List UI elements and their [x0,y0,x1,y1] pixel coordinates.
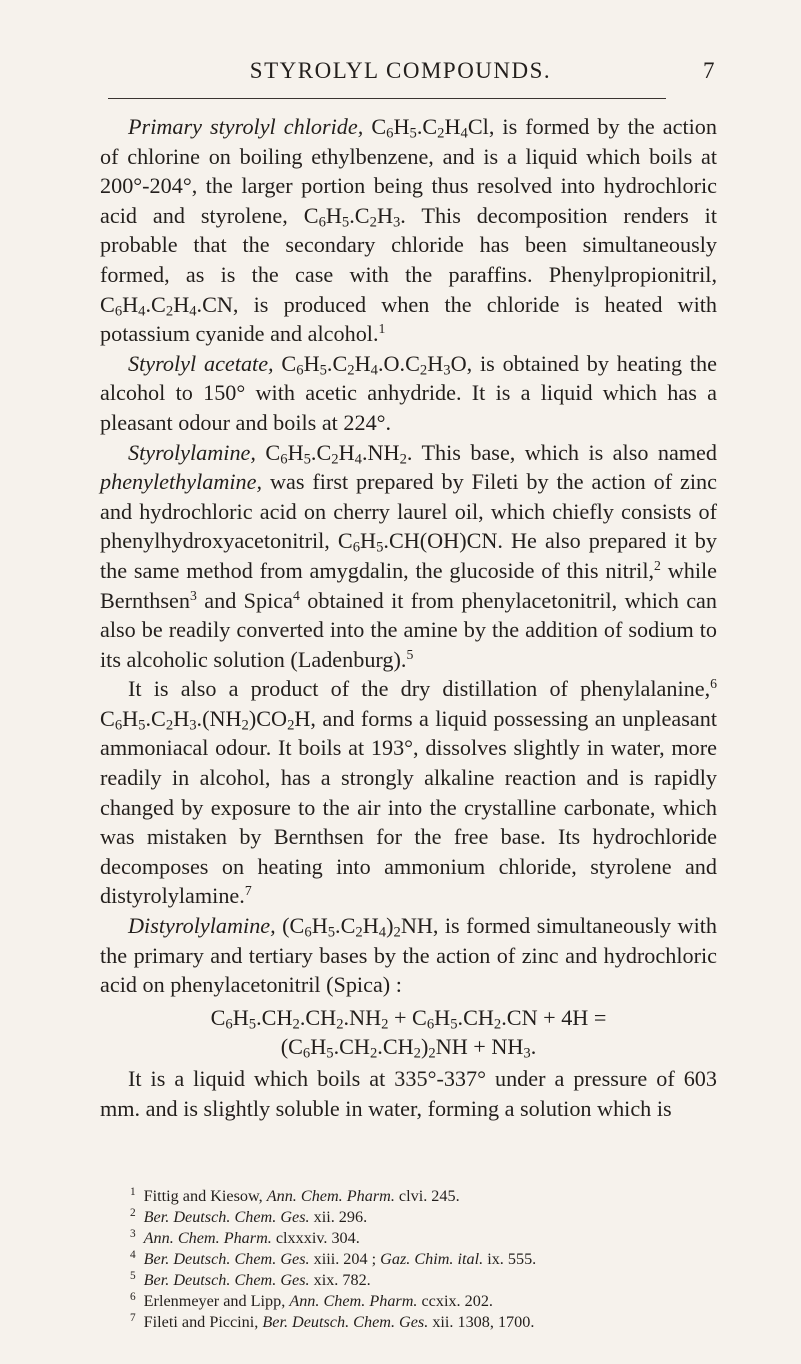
footnote-ref: 7 [244,883,252,899]
footnote-mark: 6 [130,1291,136,1304]
footnote-mark: 4 [130,1249,136,1262]
footnote-mark: 2 [130,1207,136,1220]
running-title: STYROLYL COMPOUNDS. [249,58,552,83]
text: is obtained by heating the alcohol to 150° with acetic anhydride. It is a liquid which has a pleasant odour and boils at 224°. [100,350,717,435]
footnote-ref: 4 [292,587,300,603]
text: This decomposition renders it probable that the secondary chloride has been simultaneously formed, as is the case with the paraffins. Phenylpropionitril, [100,202,717,287]
header-rule [108,98,666,99]
chemical-equation [100,1003,717,1062]
footnote: $^1$ Fittig and Kiesow, Ann. Chem. Pharm. clvi. 245. [130,1186,460,1205]
footnote: $^2$ Ber. Deutsch. Chem. Ges. xii. 296. [130,1207,368,1226]
footnote-mark: 5 [130,1270,136,1283]
formula: $C_6H_5.C_2H_4.O.C_2H_3O$, [281,350,473,379]
footnote-ref: 3 [189,587,197,603]
text: is formed simultaneously with the primary and tertiary bases by the action of zinc and hydrochloric acid on phenylacetonitril (Spica) : [100,913,717,998]
paragraph-styrolyl-acetate [100,349,717,438]
footnote-mark: 1 [130,1186,136,1199]
equation-line-2: $(C_6H_5.CH_2.CH_2)_2NH + NH_3$. [280,1034,537,1063]
term-phenylethylamine: phenylethylamine, [100,469,263,495]
formula: $(C_6H_5.C_2H_4)_2NH$, [282,913,439,941]
paragraph-distyrolylamine [100,911,717,1000]
text: was first prepared by Fileti by the action of zinc and hydrochloric acid on cherry laurel oil, which chiefly consists of phenylhydroxyacetonitril, [100,469,718,554]
paragraph-styrolylamine [100,438,717,675]
paragraph-phenylalanine [100,674,717,911]
footnote: $^3$ Ann. Chem. Pharm. clxxxiv. 304. [130,1228,360,1247]
footnotes [130,1186,730,1333]
formula: $C_6H_4.C_2H_4.CN$, [100,291,239,320]
formula: $C_6H_5.C_2H_3$. [303,202,406,231]
text: while Bernthsen [100,557,718,613]
term-styrolylamine: Styrolylamine, [128,439,256,465]
text: He also prepared it by the same method from amygdalin, the glucoside of this nitril, [100,528,717,583]
paragraph-primary-styrolyl-chloride [100,112,717,349]
footnote: $^6$ Erlenmeyer and Lipp, Ann. Chem. Pharm. ccxix. 202. [130,1291,493,1310]
body-text [100,112,717,1123]
formula: $C_6H_5.C_2H_4Cl$, [371,114,495,142]
formula: $C_6H_5.C_2H_3.(NH_2)CO_2H$, [100,705,316,734]
footnote-ref: 2 [654,557,661,573]
formula: $C_6H_5.CH(OH)CN$. [337,528,503,556]
term-distyrolylamine: Distyrolylamine, [128,913,276,939]
text: It is a liquid which boils at 335°-337° under a pressure of 603 mm. and is slightly soluble in water, forming a solution which is [100,1066,717,1121]
formula: $C_6H_5.C_2H_4.NH_2$. [265,439,413,468]
text: is formed by the action of chlorine on boiling ethylbenzene, and is a liquid which boils at 200°-204°, the larger portion being thus resolved into hydrochloric acid and styrolene, [100,114,717,228]
footnote: $^5$ Ber. Deutsch. Chem. Ges. xix. 782. [130,1270,371,1289]
paragraph-boiling-point [100,1064,717,1123]
text: is produced when the chloride is heated with potassium cyanide and alcohol. [100,291,718,347]
text: This base, which is also named [421,439,718,465]
footnote-mark: 3 [130,1228,136,1241]
footnote: $^7$ Fileti and Piccini, Ber. Deutsch. Chem. Ges. xii. 1308, 1700. [130,1312,535,1331]
text: and Spica [204,587,293,613]
equation-line-1: $C_6H_5.CH_2.CH_2.NH_2 + C_6H_5.CH_2.CN + 4H$ = [210,1004,607,1033]
page-number: 7 [703,58,715,83]
footnote-ref: 5 [406,646,414,662]
footnote-ref: 6 [710,676,717,692]
term-styrolyl-acetate: Styrolyl acetate, [128,350,274,376]
footnote-mark: 7 [130,1312,136,1325]
text: It is also a product of the dry distillation of phenylalanine, [128,676,711,702]
term-primary-styrolyl-chloride: Primary styrolyl chloride, [128,114,364,139]
footnote-ref: 1 [378,320,386,336]
text: and forms a liquid possessing an unpleasant ammoniacal odour. It boils at 193°, dissolves slightly in water, more readily in alcohol, has a strongly alkaline reaction and is rapidly changed by exposure to the air into the crystalline carbonate, which was mistaken by Bernthsen for the free base. Its hydrochloride decomposes on heating into ammonium chloride, styrolene and distyrolylamine. [100,705,717,909]
text: obtained it from phenylacetonitril, which can also be readily converted into the amine by the addition of sodium to its alcoholic solution (Ladenburg). [100,587,718,672]
footnote: $^4$ Ber. Deutsch. Chem. Ges. xiii. 204 ; Gaz. Chim. ital. ix. 555. [130,1249,537,1268]
